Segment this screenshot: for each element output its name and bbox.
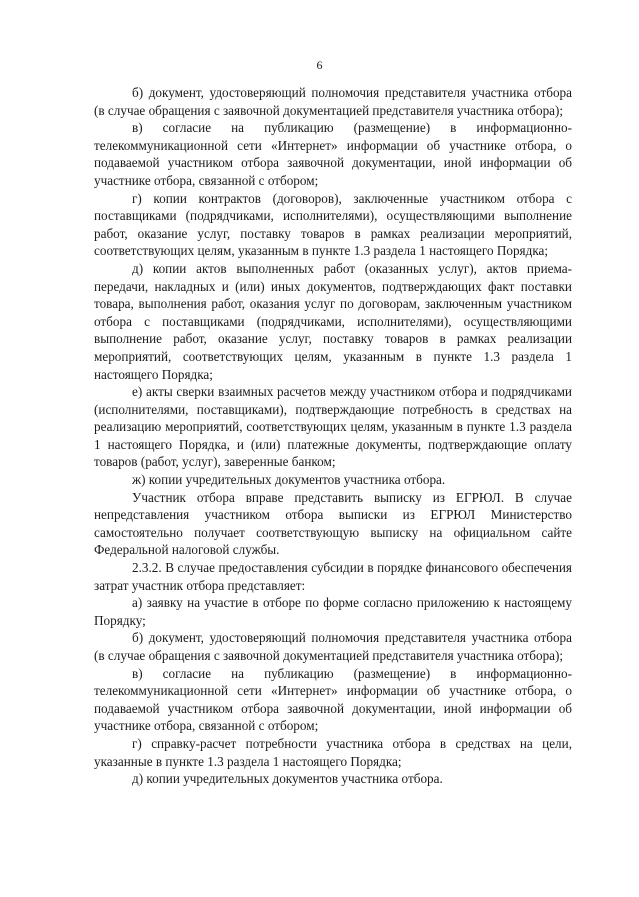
paragraph-g-contracts: г) копии контрактов (договоров), заключенные участником отбора с поставщиками (подрядчиками, исполнителями), осуществляющими выполнение работ, оказание услуг, поставку товаров в рамках реализации мероприятий, соответствующих целям, указанным в пункте 1.3 раздела 1 настоящего Порядка; <box>94 190 572 259</box>
paragraph-egrul-extract: Участник отбора вправе представить выписку из ЕГРЮЛ. В случае непредставления участником отбора выписки из ЕГРЮЛ Министерство самостоятельно получает соответствующую выписку на официальном сайте Федеральной налоговой службы. <box>94 489 572 558</box>
page-number: 6 <box>316 58 323 72</box>
paragraph-zh-charter-docs: ж) копии учредительных документов участника отбора. <box>132 472 446 488</box>
paragraph-d-acts: д) копии актов выполненных работ (оказанных услуг), актов приема-передачи, накладных и (или) иных документов, подтверждающих факт поставки товара, выполнения работ, оказания услуг по договорам, заключенным участником отбора с поставщиками (подрядчиками, исполнителями), осуществляющими выполнение работ, оказание услуг, поставку товаров в рамках реализации мероприятий, соответствующих целям, указанным в пункте 1.3 раздела 1 настоящего Порядка; <box>94 260 572 382</box>
paragraph-v-consent: в) согласие на публикацию (размещение) в информационно-телекоммуникационной сети «Интернет» информации об участнике отбора, о подаваемой участником отбора заявочной документации, иной информации об участнике отбора, связанной с отбором; <box>94 120 572 188</box>
paragraph-b-representative: б) документ, удостоверяющий полномочия представителя участника отбора (в случае обращения с заявочной документацией представителя участника отбора); <box>94 85 572 118</box>
document-body <box>94 84 572 788</box>
paragraph-2-3-2: 2.3.2. В случае предоставления субсидии в порядке финансового обеспечения затрат участник отбора представляет: <box>94 560 572 593</box>
paragraph-e-reconciliation: е) акты сверки взаимных расчетов между участником отбора и подрядчиками (исполнителями, поставщиками), подтверждающие потребность в средствах на реализацию мероприятий, соответствующих целям, указанным в пункте 1.3 раздела 1 настоящего Порядка, и (или) платежные документы, подтверждающие оплату товаров (работ, услуг), заверенные банком; <box>94 384 572 470</box>
paragraph-d-charter-docs-2: д) копии учредительных документов участника отбора. <box>132 771 443 787</box>
paragraph-g-calculation: г) справку-расчет потребности участника отбора в средствах на цели, указанные в пункте 1.3 раздела 1 настоящего Порядка; <box>94 735 572 769</box>
paragraph-a-application: а) заявку на участие в отборе по форме согласно приложению к настоящему Порядку; <box>94 595 572 628</box>
paragraph-v-consent-2: в) согласие на публикацию (размещение) в информационно-телекоммуникационной сети «Интернет» информации об участнике отбора, о подаваемой участником отбора заявочной документации, иной информации об участнике отбора, связанной с отбором; <box>94 665 572 734</box>
paragraph-b-representative-2: б) документ, удостоверяющий полномочия представителя участника отбора (в случае обращения с заявочной документацией представителя участника отбора); <box>94 630 572 663</box>
